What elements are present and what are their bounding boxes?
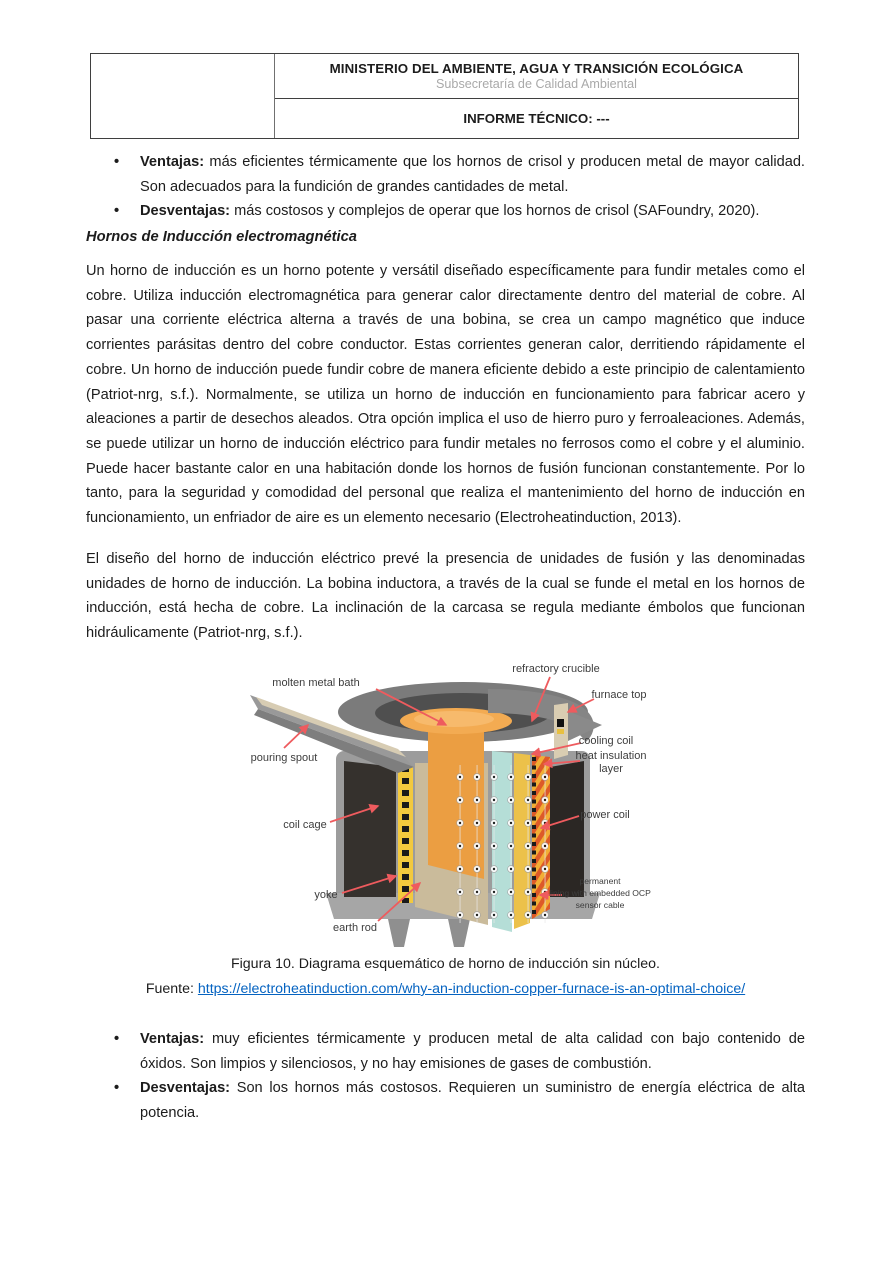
list-item bbox=[86, 1076, 805, 1125]
molten-metal-highlight bbox=[414, 711, 494, 727]
figure-source bbox=[86, 981, 805, 997]
figure-label-permanent-lining-3: sensor cable bbox=[575, 900, 625, 910]
figure-label-permanent-lining-2: lining with embedded OCP bbox=[549, 888, 651, 898]
figure-label-furnace-top: furnace top bbox=[591, 689, 647, 701]
paragraph: Un horno de inducción es un horno potente y versátil diseñado específicamente para fundir metales como el cobre. Utiliza inducción electromagnética para generar calor directamente dentro del material de cobre. Al pasar una corriente eléctrica alterna a través de una bobina, se crea un campo magnético que induce corrientes parásitas dentro del cobre conductor. Estas corrientes generan calor, derritiendo rápidamente el cobre. Un horno de inducción puede fundir cobre de manera eficiente debido a este principio de calentamiento (Patriot-nrg, s.f.). Normalmente, se utiliza un horno de inducción en funcionamiento para fabricar acero y aleaciones a partir de desechos aleados. Otra opción implica el uso de hierro puro y ferroaleaciones. Además, se puede utilizar un horno de inducción eléctrico para fundir metales no ferrosos como el cobre y el aluminio. Puede hacer bastante calor en una habitación donde los hornos de fusión funcionan constantemente. Por lo tanto, para la seguridad y comodidad del personal que realiza el mantenimiento del horno de inducción en funcionamiento, un enfriador de aire es un elemento necesario (Electroheatinduction, 2013). bbox=[86, 263, 805, 527]
list-item bbox=[86, 150, 805, 199]
source-label: Fuente: bbox=[145, 981, 198, 997]
figure-label-permanent-lining-1: permanent bbox=[579, 876, 621, 886]
furnace-leg bbox=[388, 919, 410, 947]
report-title: INFORME TÉCNICO: --- bbox=[463, 111, 610, 126]
header-right-cell bbox=[275, 54, 798, 138]
bullet-label: Ventajas: bbox=[140, 1031, 205, 1047]
figure-label-heat-insulation-2: layer bbox=[599, 763, 623, 775]
figure-label-power-coil: power coil bbox=[580, 809, 630, 821]
list-item bbox=[86, 1027, 805, 1076]
source-link[interactable]: https://electroheatinduction.com/why-an-induction-copper-furnace-is-an-optimal-choice/ bbox=[197, 981, 746, 997]
advantages-list-top bbox=[86, 150, 805, 224]
ministry-subtitle: Subsecretaría de Calidad Ambiental bbox=[436, 77, 637, 91]
figure-label-refractory-crucible: refractory crucible bbox=[512, 663, 600, 675]
bullet-text: muy eficientes térmicamente y producen metal de alta calidad con bajo contenido de óxidos. Son limpios y silenciosos, y no hay emisiones de gases de combustión. bbox=[140, 1031, 805, 1072]
bullet-text: más eficientes térmicamente que los hornos de crisol y producen metal de mayor calidad. Son adecuados para la fundición de grandes cantidades de metal. bbox=[140, 154, 805, 195]
figure-label-yoke: yoke bbox=[314, 889, 338, 901]
coil-cage-strip bbox=[398, 767, 413, 903]
bullet-label: Desventajas: bbox=[140, 203, 231, 220]
header-title-row bbox=[275, 54, 798, 99]
figure-label-coil-cage: coil cage bbox=[283, 819, 327, 831]
figure-label-earth-rod: earth rod bbox=[332, 922, 378, 934]
coil-cage-panel bbox=[344, 761, 396, 897]
induction-furnace-figure bbox=[248, 655, 656, 961]
advantages-list-bottom bbox=[86, 1027, 805, 1125]
ministry-title: MINISTERIO DEL AMBIENTE, AGUA Y TRANSICIÓN ECOLÓGICA bbox=[329, 61, 744, 76]
bullet-text: más costosos y complejos de operar que los hornos de crisol (SAFoundry, 2020). bbox=[230, 203, 760, 220]
header-logo-cell bbox=[91, 54, 275, 138]
figure-label-cooling-coil: cooling coil bbox=[578, 735, 634, 747]
list-item bbox=[86, 199, 805, 224]
paragraph: El diseño del horno de inducción eléctrico prevé la presencia de unidades de fusión y las denominadas unidades de horno de inducción. La bobina inductora, a través de la cual se funde el metal en los hornos de inducción, está hecha de cobre. La inclinación de la carcasa se regula mediante émbolos que funcionan hidráulicamente (Patriot-nrg, s.f.). bbox=[86, 551, 805, 642]
sensor-studs bbox=[456, 765, 548, 923]
header-table bbox=[90, 53, 799, 139]
bullet-text: Son los hornos más costosos. Requieren un suministro de energía eléctrica de alta potencia. bbox=[140, 1080, 805, 1121]
figure-label-heat-insulation: heat insulation bbox=[575, 750, 647, 762]
bullet-label: Desventajas: bbox=[140, 1080, 231, 1097]
figure-label-pouring-spout: pouring spout bbox=[250, 752, 318, 764]
furnace-body-group bbox=[250, 682, 602, 947]
section-heading: Hornos de Inducción electromagnética bbox=[86, 229, 357, 245]
figure-label-molten-metal-bath: molten metal bath bbox=[272, 677, 360, 689]
furnace-top-detail bbox=[557, 719, 564, 727]
bullet-label: Ventajas: bbox=[140, 154, 205, 170]
furnace-top-detail bbox=[557, 729, 564, 734]
figure-caption: Figura 10. Diagrama esquemático de horno de inducción sin núcleo. bbox=[230, 956, 661, 972]
furnace-diagram bbox=[248, 655, 656, 961]
furnace-leg bbox=[448, 919, 470, 947]
